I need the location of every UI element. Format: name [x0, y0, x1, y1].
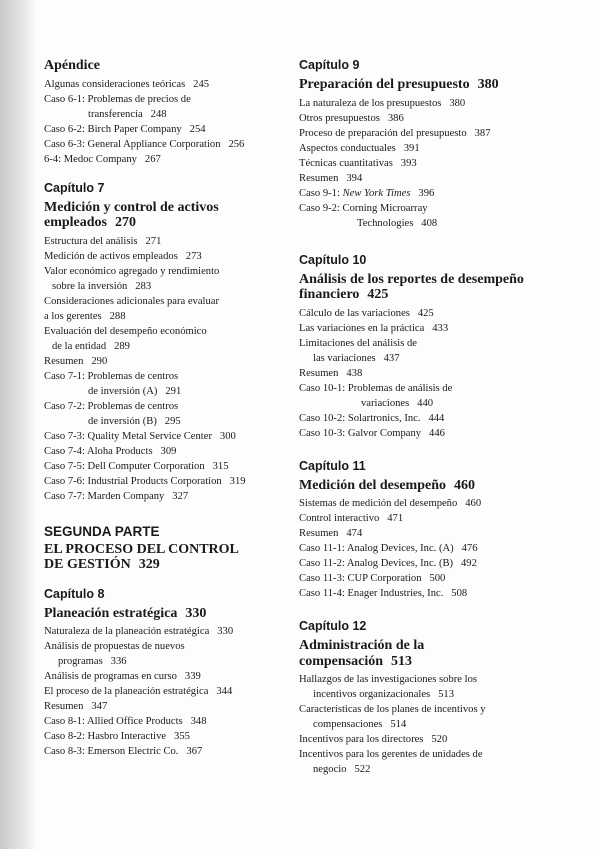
part-page-number: 329	[138, 557, 160, 572]
chapter-label: Capítulo 9	[299, 58, 360, 72]
binding-gutter-shadow	[0, 0, 36, 849]
toc-entry: Las variaciones en la práctica 433	[299, 322, 449, 334]
toc-entry: Caso 8-3: Emerson Electric Co. 367	[44, 746, 203, 757]
toc-entry: Estructura del análisis 271	[44, 235, 162, 247]
chapter-title	[299, 478, 589, 494]
chapter-title-line: Preparación del presupuesto	[299, 77, 470, 92]
chapter-page-number: 513	[391, 653, 412, 669]
toc-section-cap7	[44, 181, 294, 504]
chapter-label: Capítulo 10	[299, 252, 367, 267]
toc-entry: Incentivos para los gerentes de unidades de	[299, 749, 483, 760]
toc-entry: Caso 6-2: Birch Paper Company 254	[44, 123, 206, 135]
chapter-title	[44, 200, 294, 231]
toc-entry: Technologies 408	[357, 217, 438, 229]
part-label: SEGUNDA PARTE	[44, 523, 160, 539]
toc-entry: Valor económico agregado y rendimiento	[44, 265, 220, 277]
chapter-label: Capítulo 11	[299, 458, 366, 473]
chapter-page-number: 330	[185, 605, 207, 621]
toc-entry: Aspectos conductuales 391	[299, 142, 420, 154]
toc-entry: Caso 11-2: Analog Devices, Inc. (B) 492	[299, 558, 477, 569]
toc-entry: variaciones 440	[361, 397, 434, 409]
toc-entry: Caso 7-5: Dell Computer Corporation 315	[44, 460, 229, 472]
chapter-page-number: 460	[454, 477, 475, 493]
toc-left-column	[44, 58, 294, 773]
toc-entry: Caso 10-3: Galvor Company 446	[299, 427, 445, 439]
toc-entry: Técnicas cuantitativas 393	[299, 157, 417, 169]
toc-entry: Caso 7-2: Problemas de centros	[44, 400, 179, 412]
toc-entry: Consideraciones adicionales para evaluar	[44, 295, 220, 307]
toc-entry: Caso 7-1: Problemas de centros	[44, 370, 179, 382]
toc-entry: Resumen 290	[44, 355, 108, 367]
toc-entry: Medición de activos empleados 273	[44, 250, 202, 262]
toc-entry: Otros presupuestos 386	[299, 112, 404, 124]
toc-entry: de la entidad 289	[52, 340, 130, 352]
chapter-title-line: empleados	[44, 215, 107, 230]
toc-entry: Algunas consideraciones teóricas 245	[44, 78, 210, 90]
toc-entry: transferencia 248	[88, 108, 167, 120]
toc-entry: Limitaciones del análisis de	[299, 337, 417, 349]
toc-entry: Caso 6-1: Problemas de precios de	[44, 93, 191, 105]
toc-entry: Sistemas de medición del desempeño 460	[299, 498, 482, 509]
toc-entry-italic-title: New York Times	[342, 187, 411, 199]
toc-entry: Caso 11-4: Enager Industries, Inc. 508	[299, 588, 468, 599]
chapter-page-number: 380	[477, 77, 499, 92]
toc-entry: Resumen 474	[299, 528, 363, 539]
toc-entry: Caso 8-1: Allied Office Products 348	[44, 716, 207, 727]
chapter-title-line: Administración de la	[299, 638, 425, 653]
chapter-title	[299, 638, 589, 669]
toc-entry: Caso 11-1: Analog Devices, Inc. (A) 476	[299, 543, 478, 554]
toc-entry	[299, 186, 589, 201]
part-title-line: DE GESTIÓN	[44, 557, 131, 572]
toc-entry: las variaciones 437	[313, 352, 400, 364]
part-title	[44, 542, 294, 573]
toc-entry: sobre la inversión 283	[52, 280, 152, 292]
toc-section-cap11	[299, 459, 589, 602]
toc-section-cap8	[44, 587, 294, 760]
chapter-title-line: Planeación estratégica	[44, 605, 178, 621]
toc-entry: Caso 7-4: Aloha Products 309	[44, 445, 177, 457]
toc-entry: 6-4: Medoc Company 267	[44, 153, 161, 165]
chapter-label: Capítulo 7	[44, 180, 105, 195]
toc-entry: La naturaleza de los presupuestos 380	[299, 97, 466, 109]
toc-entry: Análisis de propuestas de nuevos	[44, 641, 185, 652]
chapter-page-number: 425	[367, 287, 389, 302]
toc-entry: compensaciones 514	[313, 719, 407, 730]
toc-entry: Caso 7-6: Industrial Products Corporation 319	[44, 475, 246, 487]
toc-entry: Hallazgos de las investigaciones sobre los	[299, 674, 477, 685]
toc-entry: Incentivos para los directores 520	[299, 734, 448, 745]
toc-entry: a los gerentes 288	[44, 310, 126, 322]
toc-entry: Caso 7-3: Quality Metal Service Center 300	[44, 430, 236, 442]
toc-entry: Cálculo de las variaciones 425	[299, 307, 434, 319]
toc-entry: Caso 10-2: Solartronics, Inc. 444	[299, 412, 445, 424]
chapter-title	[299, 77, 589, 93]
chapter-title-line: compensación	[299, 653, 383, 669]
toc-entry: Control interactivo 471	[299, 513, 404, 524]
toc-entry: Resumen 438	[299, 367, 363, 379]
toc-entry: El proceso de la planeación estratégica 344	[44, 686, 233, 697]
section-title: Apéndice	[44, 58, 100, 73]
toc-entry: Caso 6-3: General Appliance Corporation 256	[44, 138, 245, 150]
toc-entry: Caso 9-2: Corning Microarray	[299, 202, 428, 214]
chapter-title-line: Análisis de los reportes de desempeño	[299, 271, 524, 287]
toc-section-parte2	[44, 524, 294, 573]
toc-entry: Evaluación del desempeño económico	[44, 325, 207, 337]
chapter-title-line: financiero	[299, 287, 360, 302]
chapter-page-number: 270	[115, 215, 136, 230]
toc-entry: Proceso de preparación del presupuesto 387	[299, 127, 491, 139]
chapter-title	[44, 606, 294, 622]
toc-entry: negocio 522	[313, 764, 371, 775]
toc-entry: Resumen 394	[299, 172, 363, 184]
toc-entry: Caso 7-7: Marden Company 327	[44, 490, 189, 502]
toc-entry: programas 336	[58, 656, 127, 667]
toc-section-cap12	[299, 619, 589, 777]
toc-entry: incentivos organizacionales 513	[313, 689, 455, 700]
toc-section-cap9	[299, 58, 589, 231]
toc-entry: Caso 8-2: Hasbro Interactive 355	[44, 731, 190, 742]
toc-section-cap10	[299, 253, 589, 441]
toc-entry: Naturaleza de la planeación estratégica 330	[44, 626, 234, 637]
toc-section-apendice	[44, 58, 294, 167]
toc-entry: de inversión (B) 295	[88, 415, 181, 427]
toc-entry: Caso 11-3: CUP Corporation 500	[299, 573, 446, 584]
toc-entry: Caso 10-1: Problemas de análisis de	[299, 382, 453, 394]
chapter-label: Capítulo 8	[44, 586, 105, 601]
toc-entry: Análisis de programas en curso 339	[44, 671, 201, 682]
toc-entry: Resumen 347	[44, 701, 108, 712]
toc-right-column	[299, 58, 589, 791]
toc-entry: de inversión (A) 291	[88, 385, 182, 397]
part-title-line: EL PROCESO DEL CONTROL	[44, 541, 239, 557]
toc-entry-page: 396	[410, 187, 435, 199]
toc-entry: Características de los planes de incentivos y	[299, 704, 486, 715]
toc-entry-prefix: Caso 9-1:	[299, 187, 343, 199]
chapter-title-line: Medición del desempeño	[299, 477, 446, 493]
chapter-title	[299, 272, 589, 303]
chapter-label: Capítulo 12	[299, 619, 367, 633]
chapter-title-line: Medición y control de activos	[44, 199, 219, 215]
